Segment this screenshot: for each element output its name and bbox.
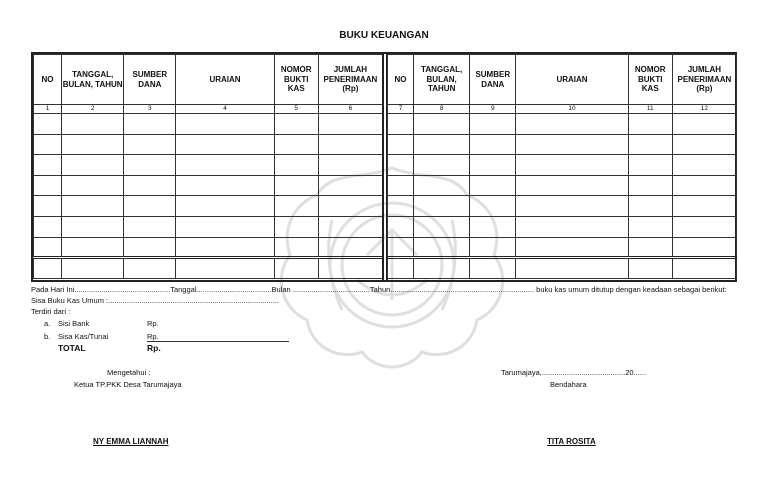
table-row bbox=[388, 114, 737, 135]
item-b-letter: b. bbox=[44, 332, 51, 341]
table-row bbox=[34, 155, 383, 176]
header-description: URAIAN bbox=[516, 55, 628, 105]
table-row bbox=[388, 196, 737, 217]
column-number: 1 bbox=[34, 105, 62, 114]
table-row bbox=[388, 258, 737, 279]
header-date: TANGGAL, BULAN, TAHUN bbox=[414, 55, 470, 105]
remaining-balance-line: Sisa Buku Kas Umum :.................................................................................. bbox=[31, 296, 279, 305]
closing-date-fields: Pada Hari Ini..............................................Tanggal....................................Bulan .....................................Tahun..................................................................... bbox=[31, 285, 535, 294]
consists-of-label: Terdiri dari : bbox=[31, 307, 71, 316]
table-row bbox=[34, 134, 383, 155]
table-row bbox=[388, 237, 737, 258]
closing-statement-line bbox=[31, 285, 727, 294]
closing-statement-text: buku kas umum ditutup dengan keadaan sebagai berikut: bbox=[536, 285, 727, 294]
header-fund-source: SUMBER DANA bbox=[124, 55, 176, 105]
table-row bbox=[34, 237, 383, 258]
left-signatory-name: NY EMMA LIANNAH bbox=[93, 437, 169, 446]
column-number: 10 bbox=[516, 105, 628, 114]
column-number: 7 bbox=[388, 105, 414, 114]
header-description: URAIAN bbox=[176, 55, 274, 105]
column-number: 9 bbox=[470, 105, 516, 114]
place-date-line: Tarumajaya,........................................20...... bbox=[501, 368, 647, 377]
table-row bbox=[34, 175, 383, 196]
header-receipt-number: NOMOR BUKTI KAS bbox=[628, 55, 672, 105]
sum-line bbox=[147, 341, 289, 342]
table-row bbox=[34, 258, 383, 279]
table-row bbox=[388, 216, 737, 237]
item-b-value: Rp. bbox=[147, 332, 159, 341]
column-number: 8 bbox=[414, 105, 470, 114]
table-row bbox=[388, 134, 737, 155]
item-b-label: Sisa Kas/Tunai bbox=[58, 332, 109, 341]
column-number: 5 bbox=[274, 105, 318, 114]
right-signatory-role: Bendahara bbox=[550, 380, 587, 389]
table-row bbox=[388, 175, 737, 196]
item-a-label: Sisi Bank bbox=[58, 319, 90, 328]
header-no: NO bbox=[34, 55, 62, 105]
header-date: TANGGAL, BULAN, TAHUN bbox=[62, 55, 124, 105]
table-row bbox=[34, 196, 383, 217]
column-number: 6 bbox=[318, 105, 382, 114]
table-row bbox=[34, 216, 383, 237]
header-no: NO bbox=[388, 55, 414, 105]
document-title: BUKU KEUANGAN bbox=[339, 30, 429, 41]
item-a-value: Rp. bbox=[147, 319, 159, 328]
column-number: 11 bbox=[628, 105, 672, 114]
table-row bbox=[34, 114, 383, 135]
ledger-left-half bbox=[33, 54, 383, 280]
total-value: Rp. bbox=[147, 343, 161, 353]
header-fund-source: SUMBER DANA bbox=[470, 55, 516, 105]
acknowledged-caption: Mengetahui : bbox=[107, 368, 151, 377]
column-number: 4 bbox=[176, 105, 274, 114]
column-number: 3 bbox=[124, 105, 176, 114]
column-number: 12 bbox=[672, 105, 736, 114]
total-label: TOTAL bbox=[58, 343, 86, 353]
right-signatory-name: TITA ROSITA bbox=[547, 437, 596, 446]
header-receipt-number: NOMOR BUKTI KAS bbox=[274, 55, 318, 105]
table-row bbox=[388, 155, 737, 176]
left-signatory-role: Ketua TP.PKK Desa Tarumajaya bbox=[74, 380, 182, 389]
item-a-letter: a. bbox=[44, 319, 51, 328]
ledger-table bbox=[31, 52, 737, 282]
ledger-right-half bbox=[387, 54, 737, 280]
column-number: 2 bbox=[62, 105, 124, 114]
header-amount: JUMLAH PENERIMAAN (Rp) bbox=[318, 55, 382, 105]
header-amount: JUMLAH PENERIMAAN (Rp) bbox=[672, 55, 736, 105]
